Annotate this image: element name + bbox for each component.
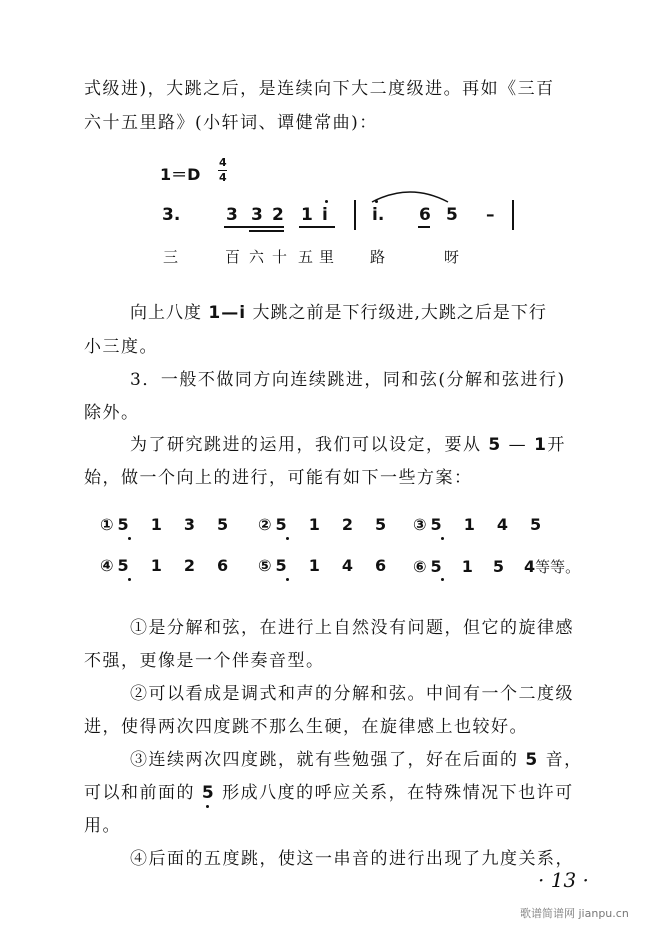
text-span: 形成八度的呼应关系，在特殊情况下也许可 <box>222 783 574 803</box>
text-span: 大跳之前是下行级进,大跳之后是下行 <box>252 303 547 323</box>
lyric: 呀 <box>444 248 460 266</box>
from-note: 5 <box>488 435 502 455</box>
example-4 <box>100 556 228 575</box>
low-octave-dot <box>286 537 289 540</box>
text-line: 除外。 <box>84 403 140 423</box>
example-note: 6 <box>374 556 387 575</box>
time-signature-top: 4 <box>219 156 227 169</box>
interval-start: 1 <box>208 303 222 323</box>
lyric: 六 <box>249 248 265 266</box>
example-note: 5 <box>216 515 229 534</box>
text-line: 式级进)，大跳之后，是连续向下大二度级进。再如《三百 <box>84 79 555 99</box>
melody-note: i <box>322 205 328 225</box>
example-note: 5 <box>117 556 129 575</box>
low-octave-dot <box>441 537 444 540</box>
example-note: 2 <box>341 515 353 534</box>
example-note: 5 <box>374 515 387 534</box>
example-note: 2 <box>183 556 195 575</box>
lyric: 里 <box>319 248 335 266</box>
low-octave-dot <box>206 805 209 808</box>
example-note: 5 <box>117 515 129 534</box>
example-note: 5 <box>275 556 287 575</box>
interval-end: i <box>239 303 247 323</box>
example-3 <box>413 515 541 534</box>
melody-note: 3. <box>162 205 181 225</box>
tie-arc <box>370 186 450 204</box>
example-suffix: 等等。 <box>535 558 581 576</box>
melody-note: – <box>486 205 495 225</box>
example-mark: ⑤ <box>258 556 272 575</box>
example-note: 1 <box>308 556 320 575</box>
example-note: 1 <box>150 515 162 534</box>
text-line: ④后面的五度跳，使这一串音的进行出现了九度关系， <box>130 849 574 869</box>
example-note: 1 <box>463 515 475 534</box>
interval-dash: — <box>221 303 240 323</box>
text-line: 进，使得两次四度跳不那么生硬，在旋律感上也较好。 <box>84 717 528 737</box>
example-note: 5 <box>430 515 442 534</box>
inline-note-digit: 5 <box>201 783 216 803</box>
text-line: 小三度。 <box>84 337 158 357</box>
text-line: ①是分解和弦，在进行上自然没有问题，但它的旋律感 <box>130 618 574 638</box>
high-octave-dot <box>325 200 328 203</box>
text-line <box>84 782 574 804</box>
bar-line <box>354 200 356 230</box>
inline-note-low <box>202 783 215 803</box>
text-span: 为了研究跳进的运用，我们可以设定，要从 <box>130 435 482 455</box>
key-signature: 1＝D <box>160 165 201 184</box>
bar-line <box>512 200 514 230</box>
example-note: 1 <box>308 515 320 534</box>
text-line: 六十五里路》(小轩词、谭健常曲)： <box>84 113 378 133</box>
melody-note: i. <box>372 205 385 225</box>
lyric: 百 <box>225 248 241 266</box>
high-octave-dot <box>375 200 378 203</box>
example-note: 4 <box>523 557 536 576</box>
to-note: 1 <box>534 435 548 455</box>
example-mark: ⑥ <box>413 557 427 576</box>
beam-line <box>418 226 430 228</box>
text-line: 不强，更像是一个伴奏音型。 <box>84 651 325 671</box>
melody-note: 1 <box>301 205 313 225</box>
text-span: 音， <box>545 750 583 770</box>
melody-note: 5 <box>446 205 458 225</box>
low-octave-dot <box>128 537 131 540</box>
lyric: 三 <box>163 248 179 266</box>
melody-note: 3 <box>226 205 238 225</box>
text-span: 可以和前面的 <box>84 783 195 803</box>
example-mark: ② <box>258 515 272 534</box>
example-note: 3 <box>183 515 195 534</box>
text-line: 始，做一个向上的进行，可能有如下一些方案： <box>84 468 473 488</box>
example-2 <box>258 515 386 534</box>
example-note: 5 <box>492 557 504 576</box>
text-line <box>130 749 583 771</box>
text-span: — <box>508 435 528 455</box>
beam-line <box>299 226 335 228</box>
melody-note: 2 <box>272 205 284 225</box>
lyric: 路 <box>370 248 386 266</box>
lyric: 五 <box>298 248 314 266</box>
text-line <box>130 302 547 324</box>
example-note: 4 <box>341 556 353 575</box>
example-note: 1 <box>150 556 162 575</box>
example-mark: ① <box>100 515 114 534</box>
text-span: 向上八度 <box>130 303 202 323</box>
low-octave-dot <box>128 578 131 581</box>
inline-note: 5 <box>525 750 539 770</box>
example-mark: ③ <box>413 515 427 534</box>
melody-note: 3 <box>251 205 263 225</box>
example-6 <box>413 556 580 577</box>
text-line: 用。 <box>84 816 121 836</box>
lyric: 十 <box>272 248 288 266</box>
example-1 <box>100 515 228 534</box>
text-line: ②可以看成是调式和声的分解和弦。中间有一个二度级 <box>130 684 574 704</box>
beam-line <box>224 226 284 228</box>
example-note: 5 <box>529 515 542 534</box>
example-note: 4 <box>496 515 508 534</box>
time-signature-bottom: 4 <box>219 171 227 184</box>
text-span: ③连续两次四度跳，就有些勉强了，好在后面的 <box>130 750 519 770</box>
example-note: 5 <box>430 557 442 576</box>
example-5 <box>258 556 386 575</box>
beam-line <box>249 230 284 232</box>
example-note: 1 <box>461 557 473 576</box>
page-number: · 13 · <box>538 868 589 892</box>
melody-note: 6 <box>419 205 431 225</box>
text-line <box>130 434 566 456</box>
example-note: 6 <box>216 556 229 575</box>
low-octave-dot <box>286 578 289 581</box>
watermark: 歌谱简谱网 jianpu.cn <box>520 907 629 920</box>
example-note: 5 <box>275 515 287 534</box>
text-line: 3．一般不做同方向连续跳进，同和弦(分解和弦进行) <box>130 370 566 390</box>
low-octave-dot <box>441 578 444 581</box>
text-span: 开 <box>547 435 566 455</box>
example-mark: ④ <box>100 556 114 575</box>
